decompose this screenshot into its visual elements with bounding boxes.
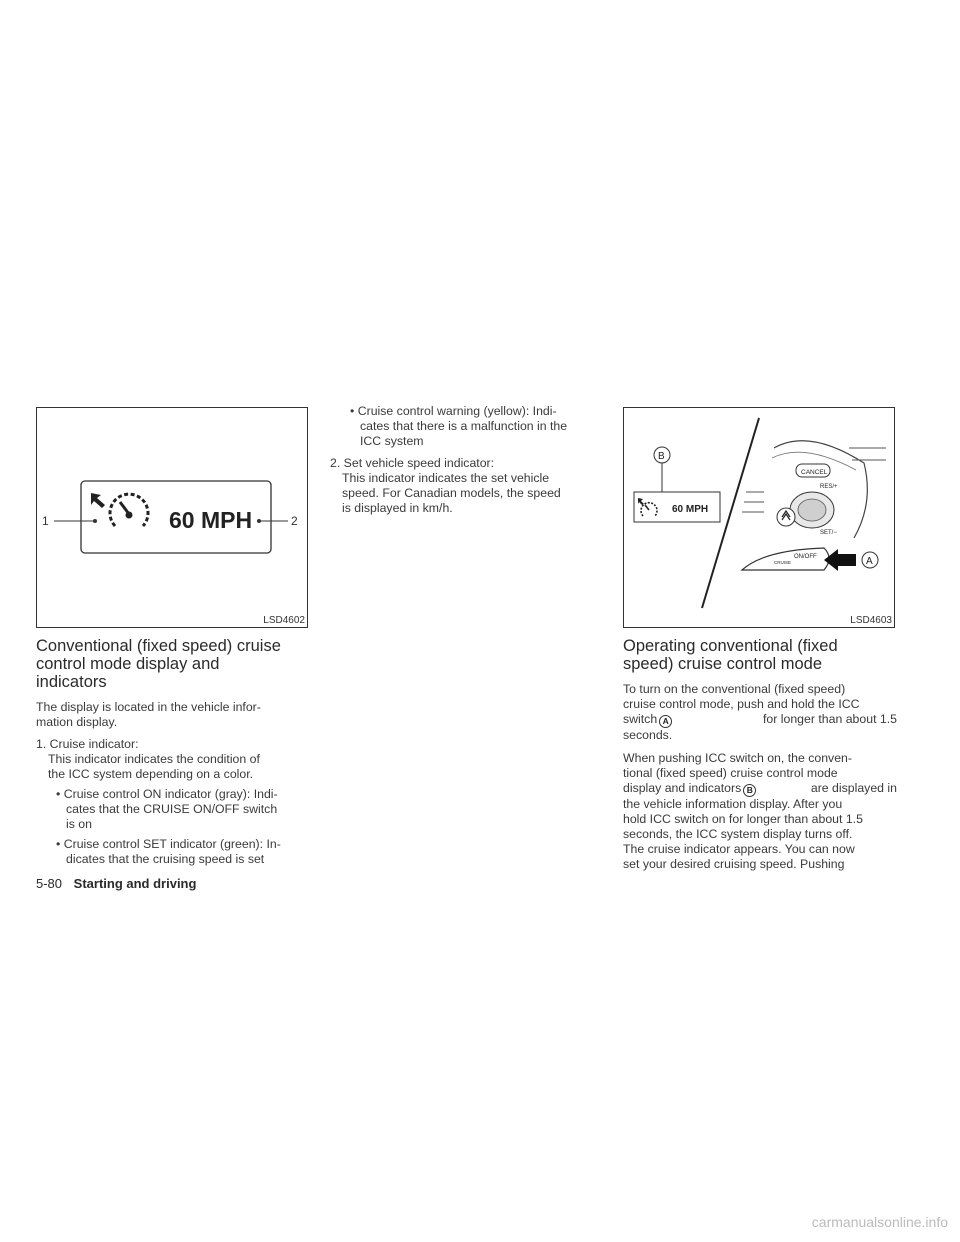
text-line: is displayed in km/h. — [342, 501, 453, 515]
set-label: SET/− — [820, 530, 837, 536]
text-line: When pushing ICC switch on, the conven- — [623, 751, 852, 765]
figure-cruise-switch — [623, 407, 895, 628]
callout-b-marker: B — [743, 784, 756, 797]
text-line: cruise control mode, push and hold the ICC — [623, 697, 860, 711]
cruise-speedometer-icon — [638, 498, 657, 516]
list-item-1 — [36, 737, 310, 867]
figure-code: LSD4603 — [850, 615, 892, 626]
section-body — [623, 682, 897, 872]
list-item-2 — [330, 456, 606, 516]
heading-line: speed) cruise control mode — [623, 655, 823, 673]
section-operating-cruise — [623, 637, 897, 872]
text-line: seconds. — [623, 728, 673, 742]
text-line: This indicator indicates the set vehicle — [342, 471, 550, 485]
heading-line: Operating conventional (fixed — [623, 637, 838, 655]
text-span: switch — [623, 712, 658, 726]
text-span: display and indicators — [623, 781, 742, 795]
pillar-line — [702, 418, 759, 608]
page-number: 5-80 — [36, 876, 63, 891]
text-line: This indicator indicates the condition of — [48, 752, 260, 766]
text-line — [623, 781, 897, 797]
paragraph-display — [623, 751, 897, 872]
cruise-speedometer-icon — [91, 493, 148, 526]
chapter-title: Starting and driving — [73, 876, 197, 891]
section-heading — [36, 637, 310, 691]
text-line: • Cruise control SET indicator (green): In- — [56, 837, 281, 851]
onoff-label: ON/OFF — [794, 554, 817, 560]
list-item-description — [36, 752, 310, 782]
section-body — [36, 700, 310, 867]
cruise-switch-illustration — [624, 408, 894, 627]
section-heading — [623, 637, 897, 673]
text-line — [623, 712, 897, 728]
text-line: set your desired cruising speed. Pushing — [623, 857, 845, 871]
res-label: RES/+ — [820, 484, 838, 490]
text-line: is on — [66, 817, 92, 831]
cruise-display-illustration — [37, 408, 307, 627]
text-line: ICC system — [360, 434, 424, 448]
callout-a-marker: A — [659, 715, 672, 728]
text-line: hold ICC switch on for longer than about 1.5 — [623, 812, 863, 826]
display-speed-text: 60 MPH — [169, 507, 253, 533]
text-line: To turn on the conventional (fixed speed) — [623, 682, 846, 696]
text-line: speed. For Canadian models, the speed — [342, 486, 561, 500]
heading-line: Conventional (fixed speed) cruise — [36, 637, 281, 655]
text-line: seconds, the ICC system display turns off. — [623, 827, 853, 841]
text-line: the vehicle information display. After you — [623, 797, 843, 811]
text-line: the ICC system depending on a color. — [48, 767, 254, 781]
text-line: • Cruise control warning (yellow): Indi- — [350, 404, 557, 418]
figure-cruise-display — [36, 407, 308, 628]
bullet-item — [36, 837, 310, 867]
page-footer — [36, 876, 196, 891]
text-line: mation display. — [36, 715, 118, 729]
panel-speed-text: 60 MPH — [672, 504, 709, 515]
section-display-indicators-continued — [330, 404, 606, 516]
bullet-item — [330, 404, 606, 449]
list-item-description — [330, 471, 606, 516]
callout-b: B — [658, 451, 665, 462]
text-line: cates that the CRUISE ON/OFF switch — [66, 802, 278, 816]
figure-code: LSD4602 — [263, 615, 305, 626]
bullet-item — [36, 787, 310, 832]
text-line: dicates that the cruising speed is set — [66, 852, 265, 866]
text-line: tional (fixed speed) cruise control mode — [623, 766, 838, 780]
text-span: for longer than about 1.5 — [763, 712, 897, 726]
text-line: • Cruise control ON indicator (gray): Indi- — [56, 787, 278, 801]
list-item-label: 1. Cruise indicator: — [36, 737, 139, 751]
section-display-indicators — [36, 637, 310, 867]
callout-1: 1 — [42, 514, 49, 528]
text-span: are displayed in — [810, 781, 897, 795]
callout-a: A — [866, 556, 873, 567]
arrow-icon — [824, 549, 856, 571]
text-line: cates that there is a malfunction in the — [360, 419, 568, 433]
heading-line: control mode display and — [36, 655, 220, 673]
intro-paragraph — [36, 700, 310, 730]
text-line: The display is located in the vehicle infor- — [36, 700, 261, 714]
cancel-button-label: CANCEL — [801, 469, 828, 476]
heading-line: indicators — [36, 673, 107, 691]
cruise-label: CRUISE — [774, 560, 792, 565]
callout-2: 2 — [291, 514, 298, 528]
text-line: The cruise indicator appears. You can now — [623, 842, 855, 856]
paragraph-turn-on — [623, 682, 897, 743]
watermark: carmanualsonline.info — [811, 1214, 948, 1230]
list-item-label: 2. Set vehicle speed indicator: — [330, 456, 495, 470]
